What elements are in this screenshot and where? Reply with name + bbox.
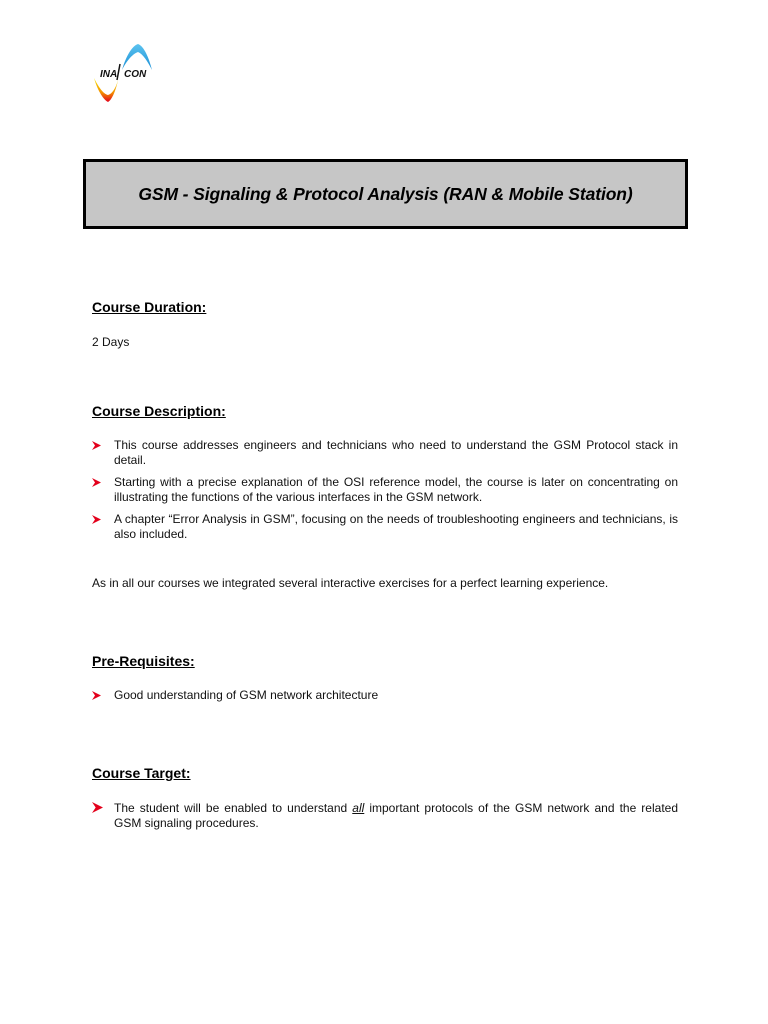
target-text-before: The student will be enabled to understand [114, 801, 353, 815]
course-target-list [92, 801, 678, 838]
list-item [92, 475, 678, 505]
target-text-emphasis: all [352, 801, 365, 815]
list-item-text [114, 801, 678, 830]
red-arrowhead-icon [92, 802, 103, 813]
list-item [92, 688, 678, 703]
red-arrowhead-icon [92, 691, 101, 700]
course-duration-heading: Course Duration: [92, 299, 207, 315]
list-item-text: A chapter “Error Analysis in GSM”, focusing on the needs of troubleshooting engineers and technicians, is also included. [114, 512, 678, 541]
course-target-heading: Course Target: [92, 765, 191, 781]
course-duration-value: 2 Days [92, 335, 130, 349]
course-title: GSM - Signaling & Protocol Analysis (RAN & Mobile Station) [138, 183, 633, 204]
prerequisites-list [92, 688, 678, 710]
red-arrowhead-icon [92, 441, 101, 450]
list-item-text: Good understanding of GSM network architecture [114, 688, 379, 702]
logo-text-con: CON [124, 69, 147, 80]
list-item [92, 512, 678, 542]
course-description-note: As in all our courses we integrated several interactive exercises for a perfect learning experience. [92, 576, 609, 590]
course-description-heading: Course Description: [92, 403, 226, 419]
list-item-text: This course addresses engineers and technicians who need to understand the GSM Protocol stack in detail. [114, 438, 678, 467]
inacon-logo [88, 40, 158, 106]
red-arrowhead-icon [92, 478, 101, 487]
logo-text-ina: INA [100, 69, 118, 80]
course-title-box [83, 159, 688, 229]
list-item-text: Starting with a precise explanation of the OSI reference model, the course is later on concentrating on illustrating the functions of the various interfaces in the GSM network. [114, 475, 678, 504]
target-text-after: important protocols of the GSM network and the related GSM signaling procedures. [114, 801, 679, 830]
course-description-list [92, 438, 678, 549]
list-item [92, 438, 678, 468]
prerequisites-heading: Pre-Requisites: [92, 653, 195, 669]
list-item [92, 801, 678, 831]
red-arrowhead-icon [92, 515, 101, 524]
